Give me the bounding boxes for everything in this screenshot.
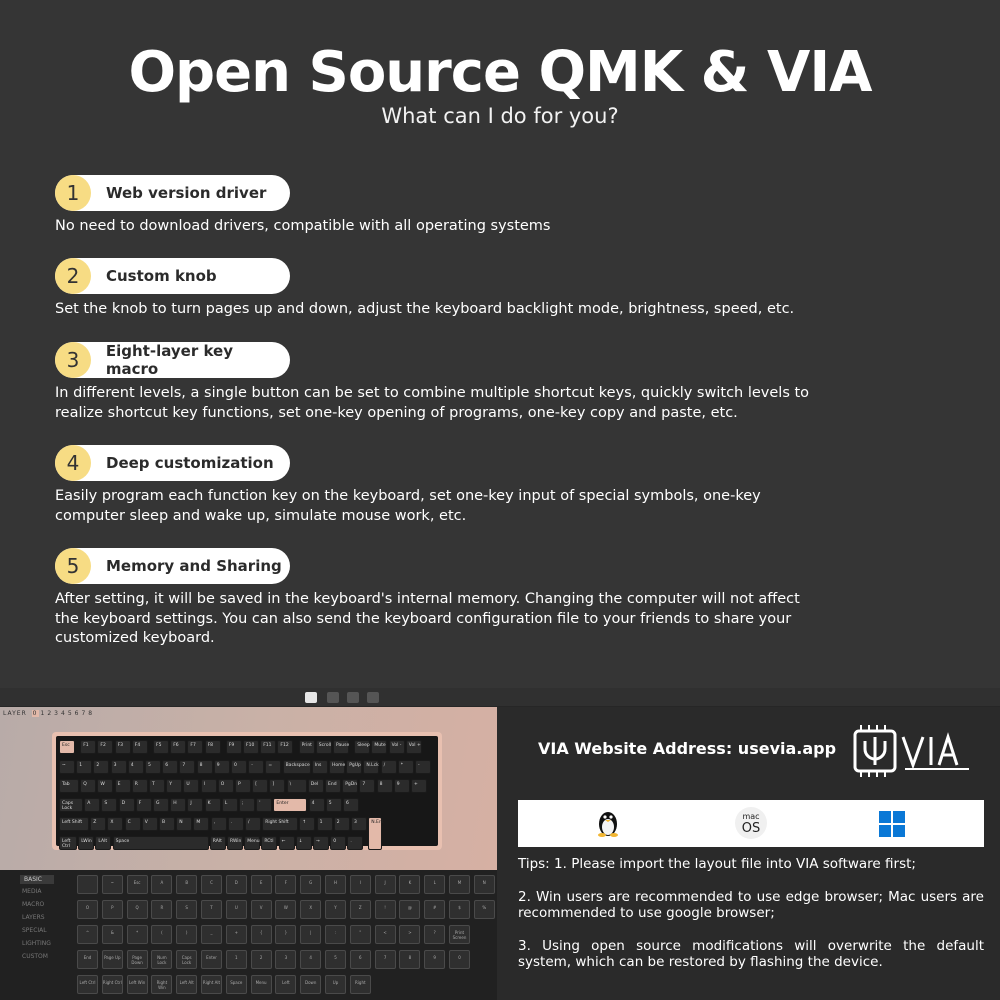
key[interactable]: A: [84, 798, 100, 812]
page-subtitle: What can I do for you?: [381, 104, 619, 128]
key[interactable]: 2: [334, 817, 350, 831]
keycode-button[interactable]: ): [176, 925, 197, 944]
keycode-button[interactable]: ": [350, 925, 371, 944]
via-info-panel: [499, 707, 1000, 1000]
key[interactable]: Left Shift: [59, 817, 89, 831]
keycode-button[interactable]: V: [251, 900, 272, 919]
menu-custom[interactable]: CUSTOM: [22, 953, 48, 960]
layer-label: LAYER: [3, 710, 27, 717]
key[interactable]: Vol -: [389, 740, 405, 754]
keycode-button[interactable]: &: [102, 925, 123, 944]
key[interactable]: B: [159, 817, 175, 831]
keycode-button[interactable]: Enter: [201, 950, 222, 969]
key[interactable]: RWin: [227, 836, 243, 850]
key[interactable]: F5: [153, 740, 169, 754]
key[interactable]: PgUp: [346, 760, 362, 774]
keycode-button[interactable]: !: [375, 900, 396, 919]
keycode-button[interactable]: End: [77, 950, 98, 969]
feature-number: 3: [55, 342, 91, 378]
feature-label: Custom knob: [106, 267, 217, 285]
layer-selector: [3, 710, 93, 717]
key[interactable]: ~: [59, 760, 75, 774]
category-menu: [0, 870, 60, 1000]
keycode-button[interactable]: K: [399, 875, 420, 894]
key[interactable]: U: [183, 779, 199, 793]
keycode-button[interactable]: W: [275, 900, 296, 919]
keycode-button[interactable]: 0: [449, 950, 470, 969]
feature-pill: [55, 258, 290, 294]
key[interactable]: ↓: [296, 836, 312, 850]
key[interactable]: Caps Lock: [59, 798, 83, 812]
feature-description: No need to download drivers, compatible with all operating systems: [55, 218, 551, 234]
key[interactable]: Pause: [333, 740, 349, 754]
key[interactable]: P: [235, 779, 251, 793]
keycode-button[interactable]: Left: [275, 975, 296, 994]
key[interactable]: Enter: [273, 798, 307, 812]
feature-2: [55, 258, 815, 320]
key[interactable]: E: [115, 779, 131, 793]
keycode-button[interactable]: _: [201, 925, 222, 944]
key[interactable]: 5: [326, 798, 342, 812]
key[interactable]: F2: [97, 740, 113, 754]
keycode-button[interactable]: 5: [325, 950, 346, 969]
key[interactable]: G: [153, 798, 169, 812]
key[interactable]: ←: [279, 836, 295, 850]
via-app-screenshot: [0, 707, 497, 1000]
keycode-button[interactable]: Left Ctrl: [77, 975, 98, 994]
key[interactable]: T: [149, 779, 165, 793]
keycode-button[interactable]: ^: [77, 925, 98, 944]
macos-text-top: mac: [742, 812, 760, 821]
keycode-button[interactable]: Esc: [127, 875, 148, 894]
keycode-button[interactable]: >: [399, 925, 420, 944]
key[interactable]: X: [107, 817, 123, 831]
keycode-button[interactable]: B: [176, 875, 197, 894]
keycode-button[interactable]: G: [300, 875, 321, 894]
layer-7[interactable]: 7: [81, 710, 87, 717]
key[interactable]: F12: [277, 740, 293, 754]
key[interactable]: ;: [239, 798, 255, 812]
key[interactable]: 6: [162, 760, 178, 774]
layer-2[interactable]: 2: [47, 710, 53, 717]
via-logo-icon: [851, 723, 973, 779]
key[interactable]: *: [398, 760, 414, 774]
feature-label: Memory and Sharing: [106, 557, 282, 575]
key[interactable]: 5: [145, 760, 161, 774]
key[interactable]: PgDn: [342, 779, 358, 793]
key[interactable]: 4: [128, 760, 144, 774]
feature-pill: [55, 548, 290, 584]
key[interactable]: W: [97, 779, 113, 793]
keycode-button[interactable]: Right Win: [151, 975, 172, 994]
keycode-button[interactable]: 7: [375, 950, 396, 969]
menu-lighting[interactable]: LIGHTING: [22, 940, 51, 947]
key[interactable]: F3: [115, 740, 131, 754]
key[interactable]: F7: [187, 740, 203, 754]
layer-6[interactable]: 6: [74, 710, 80, 717]
key[interactable]: 3: [111, 760, 127, 774]
key[interactable]: Vol +: [406, 740, 422, 754]
keycode-button[interactable]: [77, 875, 98, 894]
menu-basic[interactable]: BASIC: [20, 875, 54, 884]
layer-8[interactable]: 8: [88, 710, 94, 717]
key[interactable]: M: [193, 817, 209, 831]
keycode-button[interactable]: D: [226, 875, 247, 894]
key[interactable]: 8: [377, 779, 393, 793]
keycode-button[interactable]: J: [375, 875, 396, 894]
keycode-button[interactable]: R: [151, 900, 172, 919]
key[interactable]: Del: [308, 779, 324, 793]
keycode-button[interactable]: Num Lock: [151, 950, 172, 969]
key[interactable]: Z: [90, 817, 106, 831]
menu-media[interactable]: MEDIA: [22, 888, 42, 895]
key[interactable]: L: [222, 798, 238, 812]
menu-macro[interactable]: MACRO: [22, 901, 45, 908]
key[interactable]: K: [205, 798, 221, 812]
keycode-button[interactable]: <: [375, 925, 396, 944]
tips-section: [518, 856, 984, 987]
key[interactable]: /: [245, 817, 261, 831]
key[interactable]: N.Lck: [363, 760, 379, 774]
keycode-button[interactable]: @: [399, 900, 420, 919]
keycode-button[interactable]: O: [77, 900, 98, 919]
key[interactable]: ↑: [299, 817, 315, 831]
feature-pill: [55, 342, 290, 378]
feature-number: 2: [55, 258, 91, 294]
key[interactable]: ': [256, 798, 272, 812]
key[interactable]: Backspace: [283, 760, 311, 774]
key[interactable]: Home: [329, 760, 345, 774]
keycode-button[interactable]: $: [449, 900, 470, 919]
keycode-button[interactable]: Y: [325, 900, 346, 919]
key[interactable]: -: [415, 760, 431, 774]
key[interactable]: -: [248, 760, 264, 774]
keyboard-case: [56, 736, 438, 849]
keycode-button[interactable]: Right: [350, 975, 371, 994]
keycode-button[interactable]: Caps Lock: [176, 950, 197, 969]
key[interactable]: 1: [76, 760, 92, 774]
key[interactable]: LAlt: [95, 836, 111, 850]
key[interactable]: 3: [351, 817, 367, 831]
key[interactable]: F11: [260, 740, 276, 754]
feature-4: [55, 445, 815, 526]
feature-pill: [55, 445, 290, 481]
feature-3: [55, 342, 815, 423]
feature-description: Set the knob to turn pages up and down, adjust the keyboard backlight mode, brightness, speed, etc.: [55, 301, 795, 317]
keyboard-layout: [52, 732, 442, 850]
key[interactable]: J: [187, 798, 203, 812]
key[interactable]: F: [136, 798, 152, 812]
gear-icon[interactable]: [367, 692, 379, 703]
key[interactable]: 9: [394, 779, 410, 793]
keycode-button[interactable]: Left Alt: [176, 975, 197, 994]
feature-number: 5: [55, 548, 91, 584]
key[interactable]: I: [201, 779, 217, 793]
layer-5[interactable]: 5: [67, 710, 73, 717]
key[interactable]: RAlt: [210, 836, 226, 850]
keycode-button[interactable]: I: [350, 875, 371, 894]
key[interactable]: Menu: [244, 836, 260, 850]
key[interactable]: Y: [166, 779, 182, 793]
feature-number: 4: [55, 445, 91, 481]
key[interactable]: →: [313, 836, 329, 850]
keycode-button[interactable]: *: [127, 925, 148, 944]
key[interactable]: End: [325, 779, 341, 793]
keycode-button[interactable]: Print Screen: [449, 925, 470, 944]
key[interactable]: D: [119, 798, 135, 812]
key[interactable]: .: [228, 817, 244, 831]
key[interactable]: Esc: [59, 740, 75, 754]
supported-os-strip: [518, 800, 984, 847]
tip-1: Tips: 1. Please import the layout file into VIA software first;: [518, 856, 916, 872]
keycode-button[interactable]: S: [176, 900, 197, 919]
keycode-button[interactable]: C: [201, 875, 222, 894]
keycode-button[interactable]: 4: [300, 950, 321, 969]
keycode-button[interactable]: Up: [325, 975, 346, 994]
key[interactable]: 2: [93, 760, 109, 774]
windows-icon: [879, 811, 905, 837]
key-config-panel: [0, 870, 497, 1000]
keycode-button[interactable]: Right Alt: [201, 975, 222, 994]
key[interactable]: 0: [330, 836, 346, 850]
keycode-button[interactable]: :: [325, 925, 346, 944]
feature-5: [55, 548, 815, 649]
keycode-button[interactable]: N: [474, 875, 495, 894]
key[interactable]: Ins: [312, 760, 328, 774]
key[interactable]: 8: [197, 760, 213, 774]
feature-pill: [55, 175, 290, 211]
keyboard-icon[interactable]: [305, 692, 317, 703]
keycode-button[interactable]: }: [275, 925, 296, 944]
keycode-button[interactable]: 6: [350, 950, 371, 969]
tip-3: 3. Using open source modifications will overwrite the default system, which can be restored by flashing the device.: [518, 938, 984, 970]
keycode-button[interactable]: Page Up: [102, 950, 123, 969]
menu-special[interactable]: SPECIAL: [22, 927, 47, 934]
via-website-address: VIA Website Address: usevia.app: [538, 739, 837, 758]
refresh-icon[interactable]: [327, 692, 339, 703]
key[interactable]: Space: [113, 836, 209, 850]
key[interactable]: 4: [309, 798, 325, 812]
chip-icon[interactable]: [347, 692, 359, 703]
keycode-button[interactable]: Right Ctrl: [102, 975, 123, 994]
layer-0[interactable]: 0: [32, 710, 38, 717]
keycode-button[interactable]: E: [251, 875, 272, 894]
keycode-button[interactable]: %: [474, 900, 495, 919]
key[interactable]: F10: [243, 740, 259, 754]
keyboard-preview-area: [0, 707, 497, 870]
key[interactable]: F4: [132, 740, 148, 754]
keycode-button[interactable]: Z: [350, 900, 371, 919]
key[interactable]: 9: [214, 760, 230, 774]
key[interactable]: O: [218, 779, 234, 793]
key[interactable]: 0: [231, 760, 247, 774]
keycode-button[interactable]: A: [151, 875, 172, 894]
layer-4[interactable]: 4: [60, 710, 66, 717]
keycode-button[interactable]: Q: [127, 900, 148, 919]
tip-2: 2. Win users are recommended to use edge browser; Mac users are recommended to use google browser;: [518, 889, 984, 921]
key[interactable]: 1: [317, 817, 333, 831]
feature-1: [55, 175, 815, 237]
keycode-button[interactable]: #: [424, 900, 445, 919]
macos-text-bottom: OS: [741, 821, 761, 836]
key[interactable]: ]: [269, 779, 285, 793]
key[interactable]: F9: [226, 740, 242, 754]
keycode-button[interactable]: 8: [399, 950, 420, 969]
key[interactable]: RCtl: [261, 836, 277, 850]
key[interactable]: F1: [80, 740, 96, 754]
keycode-button[interactable]: X: [300, 900, 321, 919]
key[interactable]: Tab: [59, 779, 79, 793]
key[interactable]: 7: [359, 779, 375, 793]
key[interactable]: [: [252, 779, 268, 793]
keycode-button[interactable]: |: [300, 925, 321, 944]
key[interactable]: V: [142, 817, 158, 831]
key[interactable]: Mute: [371, 740, 387, 754]
bottom-panel: [0, 688, 1000, 1000]
feature-number: 1: [55, 175, 91, 211]
keycode-button[interactable]: +: [226, 925, 247, 944]
key[interactable]: =: [265, 760, 281, 774]
layer-3[interactable]: 3: [54, 710, 59, 717]
keycode-button[interactable]: ~: [102, 875, 123, 894]
keycode-button[interactable]: L: [424, 875, 445, 894]
key[interactable]: H: [170, 798, 186, 812]
keycode-button[interactable]: Page Down: [127, 950, 148, 969]
key[interactable]: 7: [179, 760, 195, 774]
key[interactable]: Q: [80, 779, 96, 793]
feature-description: In different levels, a single button can be set to combine multiple shortcut keys, quickly switch levels to realize shortcut key functions, set one-key opening of programs, one-key copy and paste, etc.: [55, 385, 810, 421]
keycode-button[interactable]: Space: [226, 975, 247, 994]
page-title: Open Source QMK & VIA: [128, 40, 872, 105]
key[interactable]: F6: [170, 740, 186, 754]
keycode-button[interactable]: P: [102, 900, 123, 919]
key[interactable]: 6: [343, 798, 359, 812]
keycode-button[interactable]: {: [251, 925, 272, 944]
keycode-button[interactable]: Menu: [251, 975, 272, 994]
via-top-toolbar: [0, 688, 1000, 707]
key[interactable]: Scroll: [316, 740, 332, 754]
key[interactable]: \: [287, 779, 307, 793]
key[interactable]: F8: [205, 740, 221, 754]
feature-label: Eight-layer key macro: [105, 342, 233, 378]
keycode-button[interactable]: ?: [424, 925, 445, 944]
key[interactable]: /: [381, 760, 397, 774]
key[interactable]: C: [125, 817, 141, 831]
key[interactable]: Print: [299, 740, 315, 754]
keycode-button[interactable]: H: [325, 875, 346, 894]
key[interactable]: Sleep: [354, 740, 370, 754]
keycode-button[interactable]: U: [226, 900, 247, 919]
key[interactable]: N.Ent: [368, 817, 382, 850]
key[interactable]: ,: [211, 817, 227, 831]
keycode-button[interactable]: (: [151, 925, 172, 944]
key[interactable]: N: [176, 817, 192, 831]
keycode-button[interactable]: 2: [251, 950, 272, 969]
key[interactable]: S: [101, 798, 117, 812]
linux-icon: [593, 808, 623, 838]
key[interactable]: .: [347, 836, 363, 850]
menu-layers[interactable]: LAYERS: [22, 914, 45, 921]
keycode-button[interactable]: 3: [275, 950, 296, 969]
keycode-button[interactable]: T: [201, 900, 222, 919]
keycode-button[interactable]: Left Win: [127, 975, 148, 994]
feature-description: After setting, it will be saved in the keyboard's internal memory. Changing the computer will not affect the keyboard settings. You can also send the keyboard configuration file to your friends to share your customized keyboard.: [55, 591, 800, 646]
key[interactable]: R: [132, 779, 148, 793]
feature-label: Deep customization: [106, 454, 274, 472]
keycode-button[interactable]: 1: [226, 950, 247, 969]
keycode-button[interactable]: M: [449, 875, 470, 894]
feature-description: Easily program each function key on the keyboard, set one-key input of special symbols, one-key computer sleep and wake up, simulate mouse work, etc.: [55, 488, 761, 524]
keycode-button[interactable]: 9: [424, 950, 445, 969]
keycode-button[interactable]: F: [275, 875, 296, 894]
layer-1[interactable]: 1: [40, 710, 46, 717]
key[interactable]: LWin: [78, 836, 94, 850]
macos-icon: [735, 807, 767, 839]
feature-label: Web version driver: [106, 184, 267, 202]
key[interactable]: Left Ctrl: [59, 836, 77, 850]
keycode-button[interactable]: Down: [300, 975, 321, 994]
key[interactable]: Right Shift: [262, 817, 298, 831]
key[interactable]: +: [411, 779, 427, 793]
